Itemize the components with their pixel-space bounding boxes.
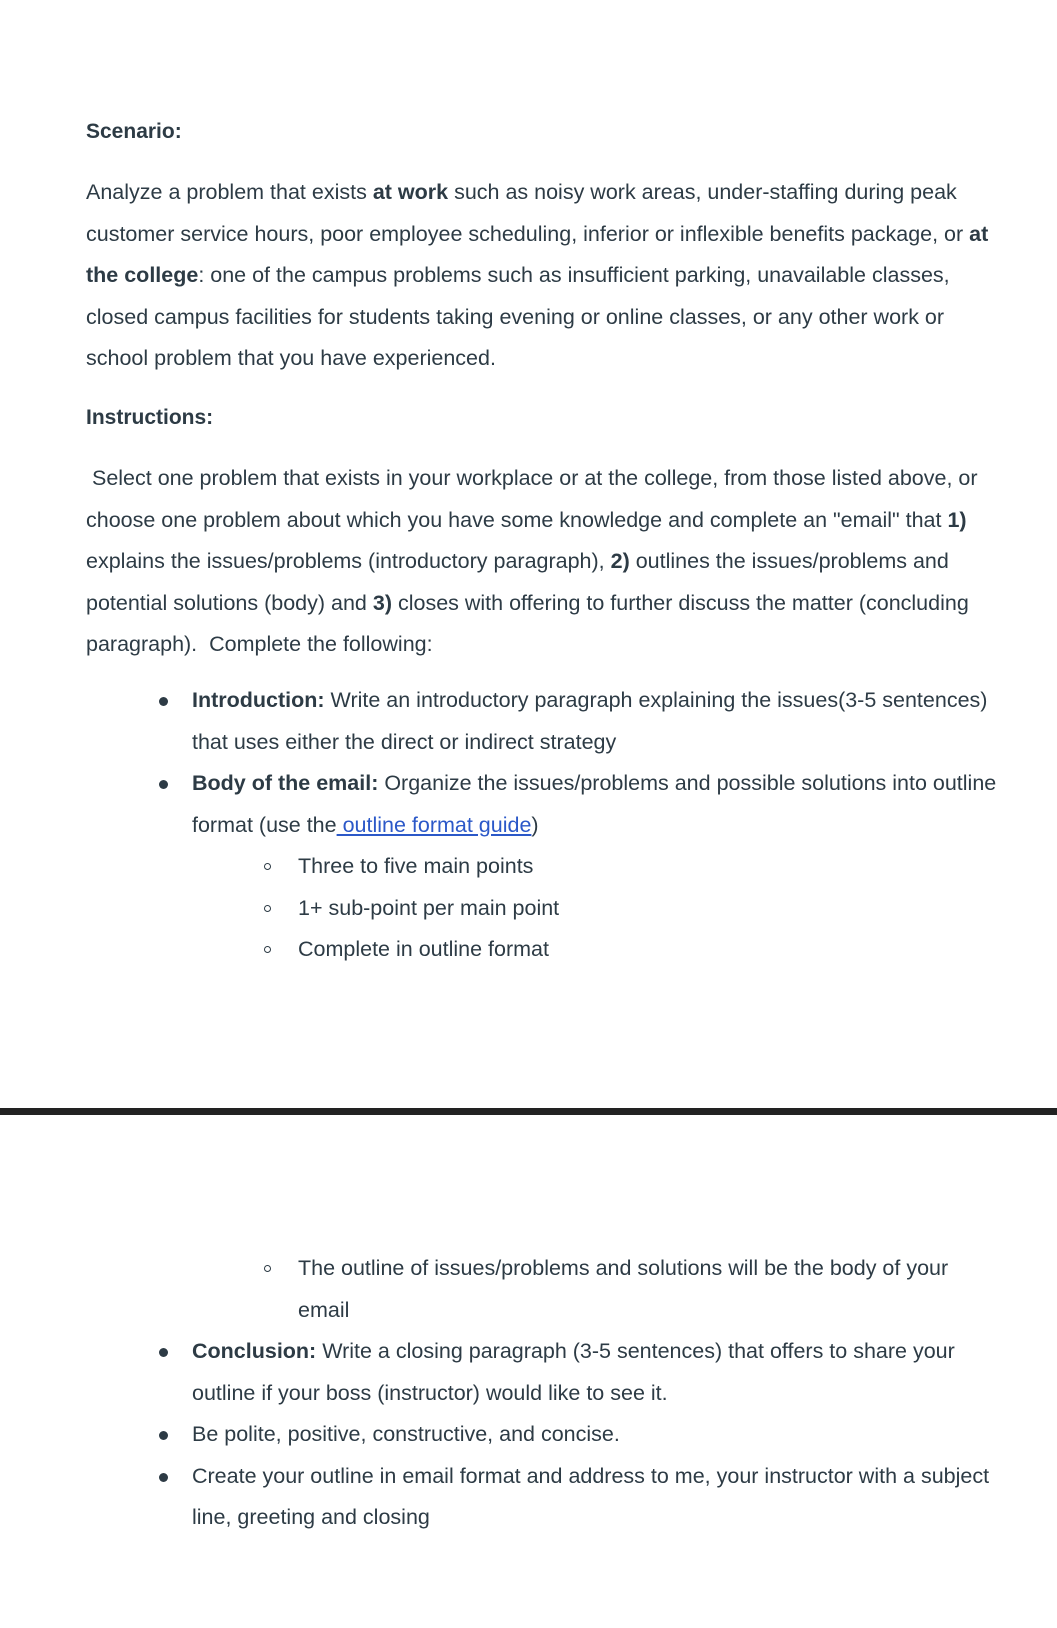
hollow-circle-icon xyxy=(264,1265,271,1272)
page-break-divider xyxy=(0,1108,1057,1115)
sub-list-item: Three to five main points xyxy=(0,846,1057,888)
at-work-emphasis: at work xyxy=(372,180,449,204)
sub-list-item: Complete in outline format xyxy=(0,929,1057,971)
requirements-list-bottom xyxy=(0,1248,1057,1539)
sub-list-item: 1+ sub-point per main point xyxy=(0,888,1057,930)
list-item-create-outline: Create your outline in email format and address to me, your instructor with a subject line, greeting and closing xyxy=(0,1456,1057,1539)
bullet-dot-icon xyxy=(159,697,168,706)
body-sub-list-continued xyxy=(0,1248,1057,1331)
sub-list-item: The outline of issues/problems and solutions will be the body of your email xyxy=(0,1248,1057,1331)
body-sub-list xyxy=(0,846,1057,971)
hollow-circle-icon xyxy=(264,946,271,953)
instructions-paragraph: Select one problem that exists in your workplace or at the college, from those listed above, or choose one problem about which you have some knowledge and complete an "email" that 1) explains the issues/problems (introductory paragraph), 2) outlines the issues/problems and potential solutions (body) and 3) closes with offering to further discuss the matter (concluding paragraph). Complete the following: xyxy=(86,466,984,656)
hollow-circle-icon xyxy=(264,905,271,912)
requirements-list-top xyxy=(0,680,1057,971)
instructions-heading: Instructions: xyxy=(86,406,214,429)
bullet-dot-icon xyxy=(159,1431,168,1440)
hollow-circle-icon xyxy=(264,863,271,870)
scenario-heading: Scenario: xyxy=(86,120,182,143)
scenario-paragraph: Analyze a problem that exists at work such as noisy work areas, under-staffing during peak customer service hours, poor employee scheduling, inferior or inflexible benefits package, or at the college: one of the campus problems such as insufficient parking, unavailable classes, closed campus facilities for students taking evening or online classes, or any other work or school problem that you have experienced. xyxy=(86,180,989,370)
outline-format-guide-link[interactable]: outline format guide xyxy=(336,812,532,837)
list-item-body: Body of the email: Organize the issues/problems and possible solutions into outline format (use the outline format guide) xyxy=(0,763,1057,846)
bullet-dot-icon xyxy=(159,1473,168,1482)
list-item-polite: Be polite, positive, constructive, and concise. xyxy=(0,1414,1057,1456)
bullet-dot-icon xyxy=(159,1348,168,1357)
at-college-emphasis: at the college xyxy=(86,221,989,287)
list-item-introduction: Introduction: Write an introductory paragraph explaining the issues(3-5 sentences) that uses either the direct or indirect strategy xyxy=(0,680,1057,763)
bullet-dot-icon xyxy=(159,780,168,789)
list-item-conclusion: Conclusion: Write a closing paragraph (3-5 sentences) that offers to share your outline if your boss (instructor) would like to see it. xyxy=(0,1331,1057,1414)
